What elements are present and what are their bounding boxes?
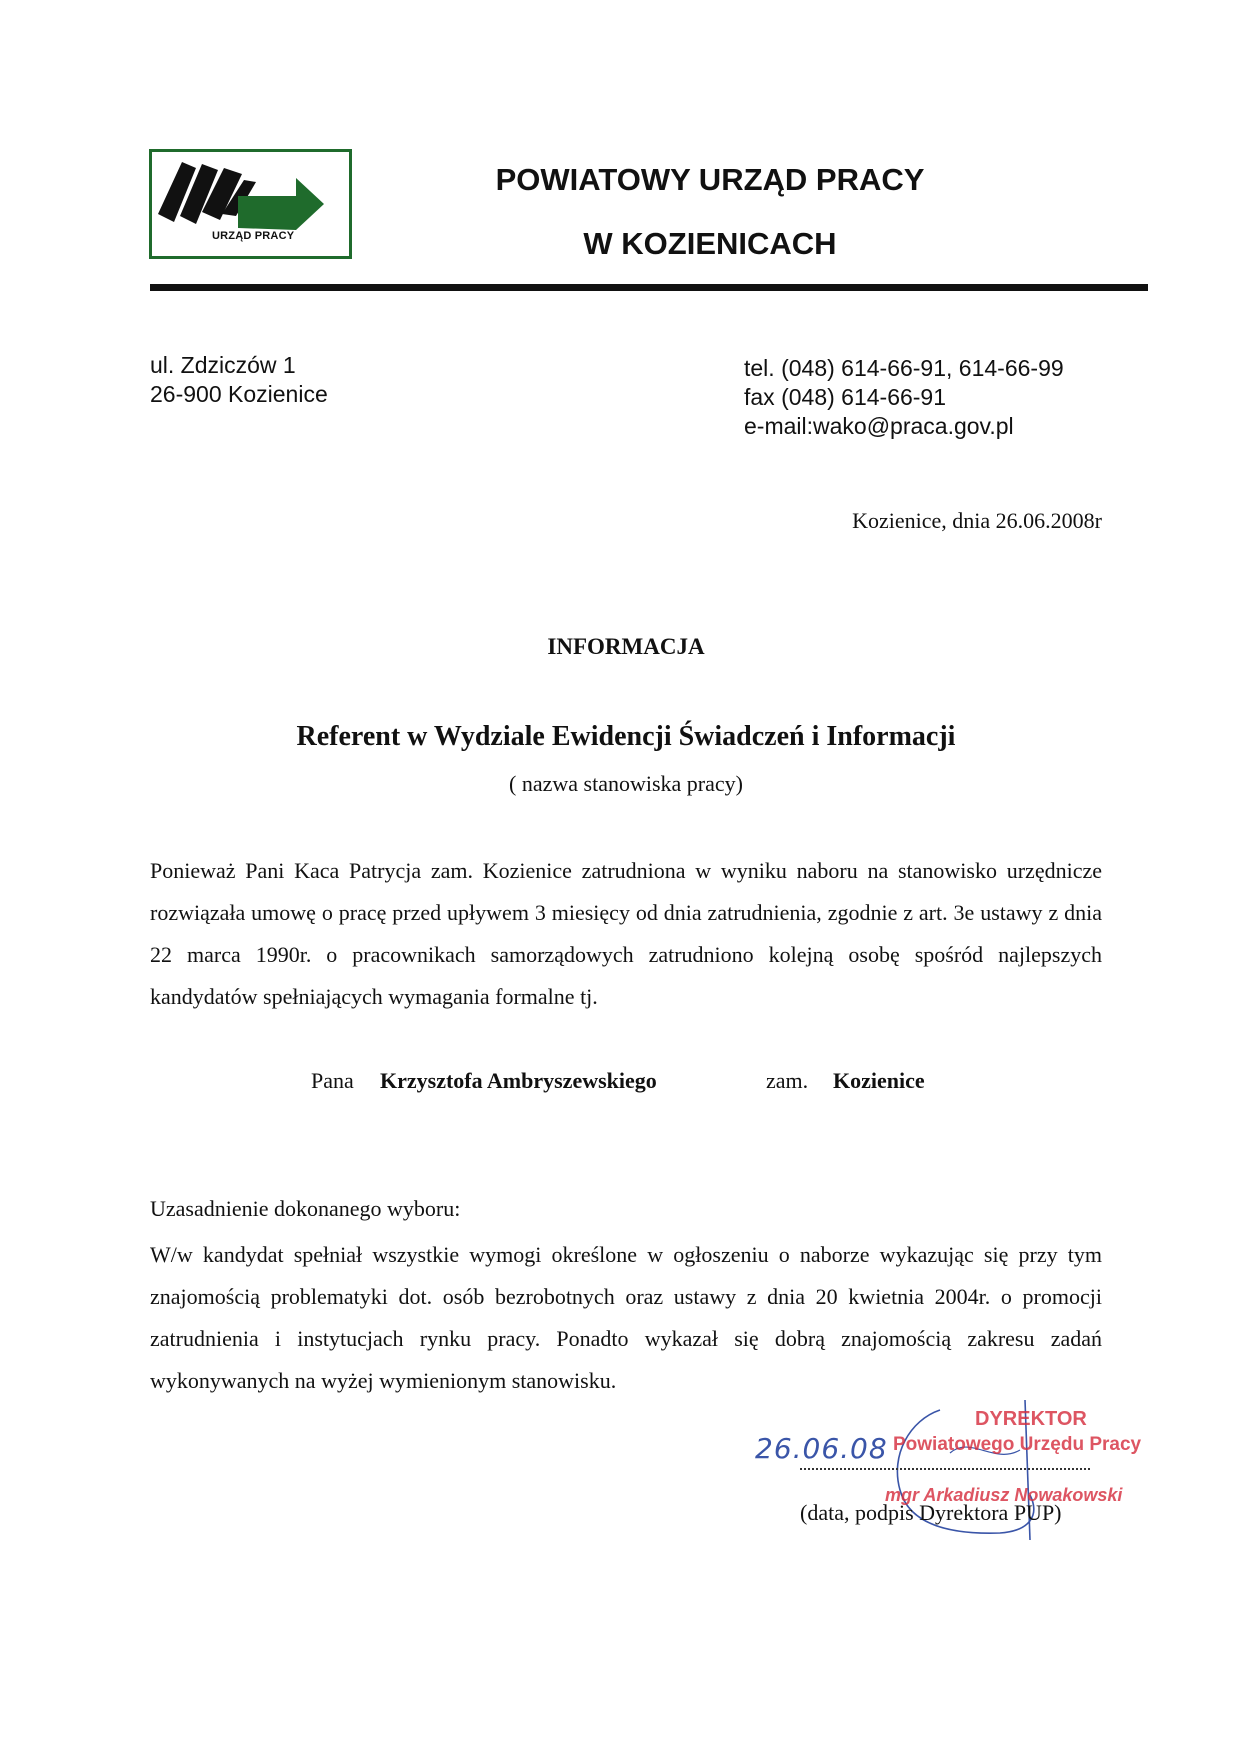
candidate-name: Krzysztofa Ambryszewskiego [380,1068,657,1093]
signature-line [800,1468,1090,1470]
candidate-zam-label: zam. [766,1068,809,1093]
address-city: 26-900 Kozienice [150,381,328,407]
contact-block [744,354,1064,441]
contact-email: e-mail:wako@praca.gov.pl [744,413,1014,439]
contact-tel: tel. (048) 614-66-91, 614-66-99 [744,355,1064,381]
organization-location: W KOZIENICACH [583,226,837,261]
justification-label: Uzasadnienie dokonanego wyboru: [150,1196,461,1221]
document-title: INFORMACJA [547,634,705,659]
address-street: ul. Zdziczów 1 [150,352,296,378]
paragraph-justification: W/w kandydat spełniał wszystkie wymogi określone w ogłoszeniu o naborze wykazując się przy tym znajomością problematyki dot. osób bezrobotnych oraz ustawy z dnia 20 kwietnia 2004r. o promocji zatrudnienia i instytucjach rynku pracy. Ponadto wykazał się dobrą znajomością zakresu zadań wykonywanych na wyżej wymienionym stanowisku. [150,1242,1102,1393]
handwritten-date: 26.06.08 [755,1432,888,1465]
contact-fax: fax (048) 614-66-91 [744,384,947,410]
signature-caption: (data, podpis Dyrektora PUP) [800,1500,1062,1525]
document-date: Kozienice, dnia 26.06.2008r [852,508,1102,533]
address-block [150,351,328,409]
organization-name: POWIATOWY URZĄD PRACY [495,162,925,197]
logo-text: URZĄD PRACY [212,230,295,242]
candidate-salutation: Pana [311,1068,354,1093]
position-caption: ( nazwa stanowiska pracy) [509,771,743,796]
header-rule [150,284,1148,291]
stamp-office: Powiatowego Urzędu Pracy [893,1434,1142,1455]
stamp-name: mgr Arkadiusz Nowakowski [885,1485,1123,1505]
stamp-title: DYREKTOR [975,1408,1087,1430]
paragraph-reason: Ponieważ Pani Kaca Patrycja zam. Kozienice zatrudniona w wyniku naboru na stanowisko urzędnicze rozwiązała umowę o pracę przed upływem 3 miesięcy od dnia zatrudnienia, zgodnie z art. 3e ustawy z dnia 22 marca 1990r. o pracownikach samorządowych zatrudniono kolejną osobę spośród najlepszych kandydatów spełniających wymagania formalne tj. [150,858,1102,1009]
candidate-city: Kozienice [833,1068,925,1093]
logo [149,149,352,259]
position-name: Referent w Wydziale Ewidencji Świadczeń i Informacji [296,721,956,752]
